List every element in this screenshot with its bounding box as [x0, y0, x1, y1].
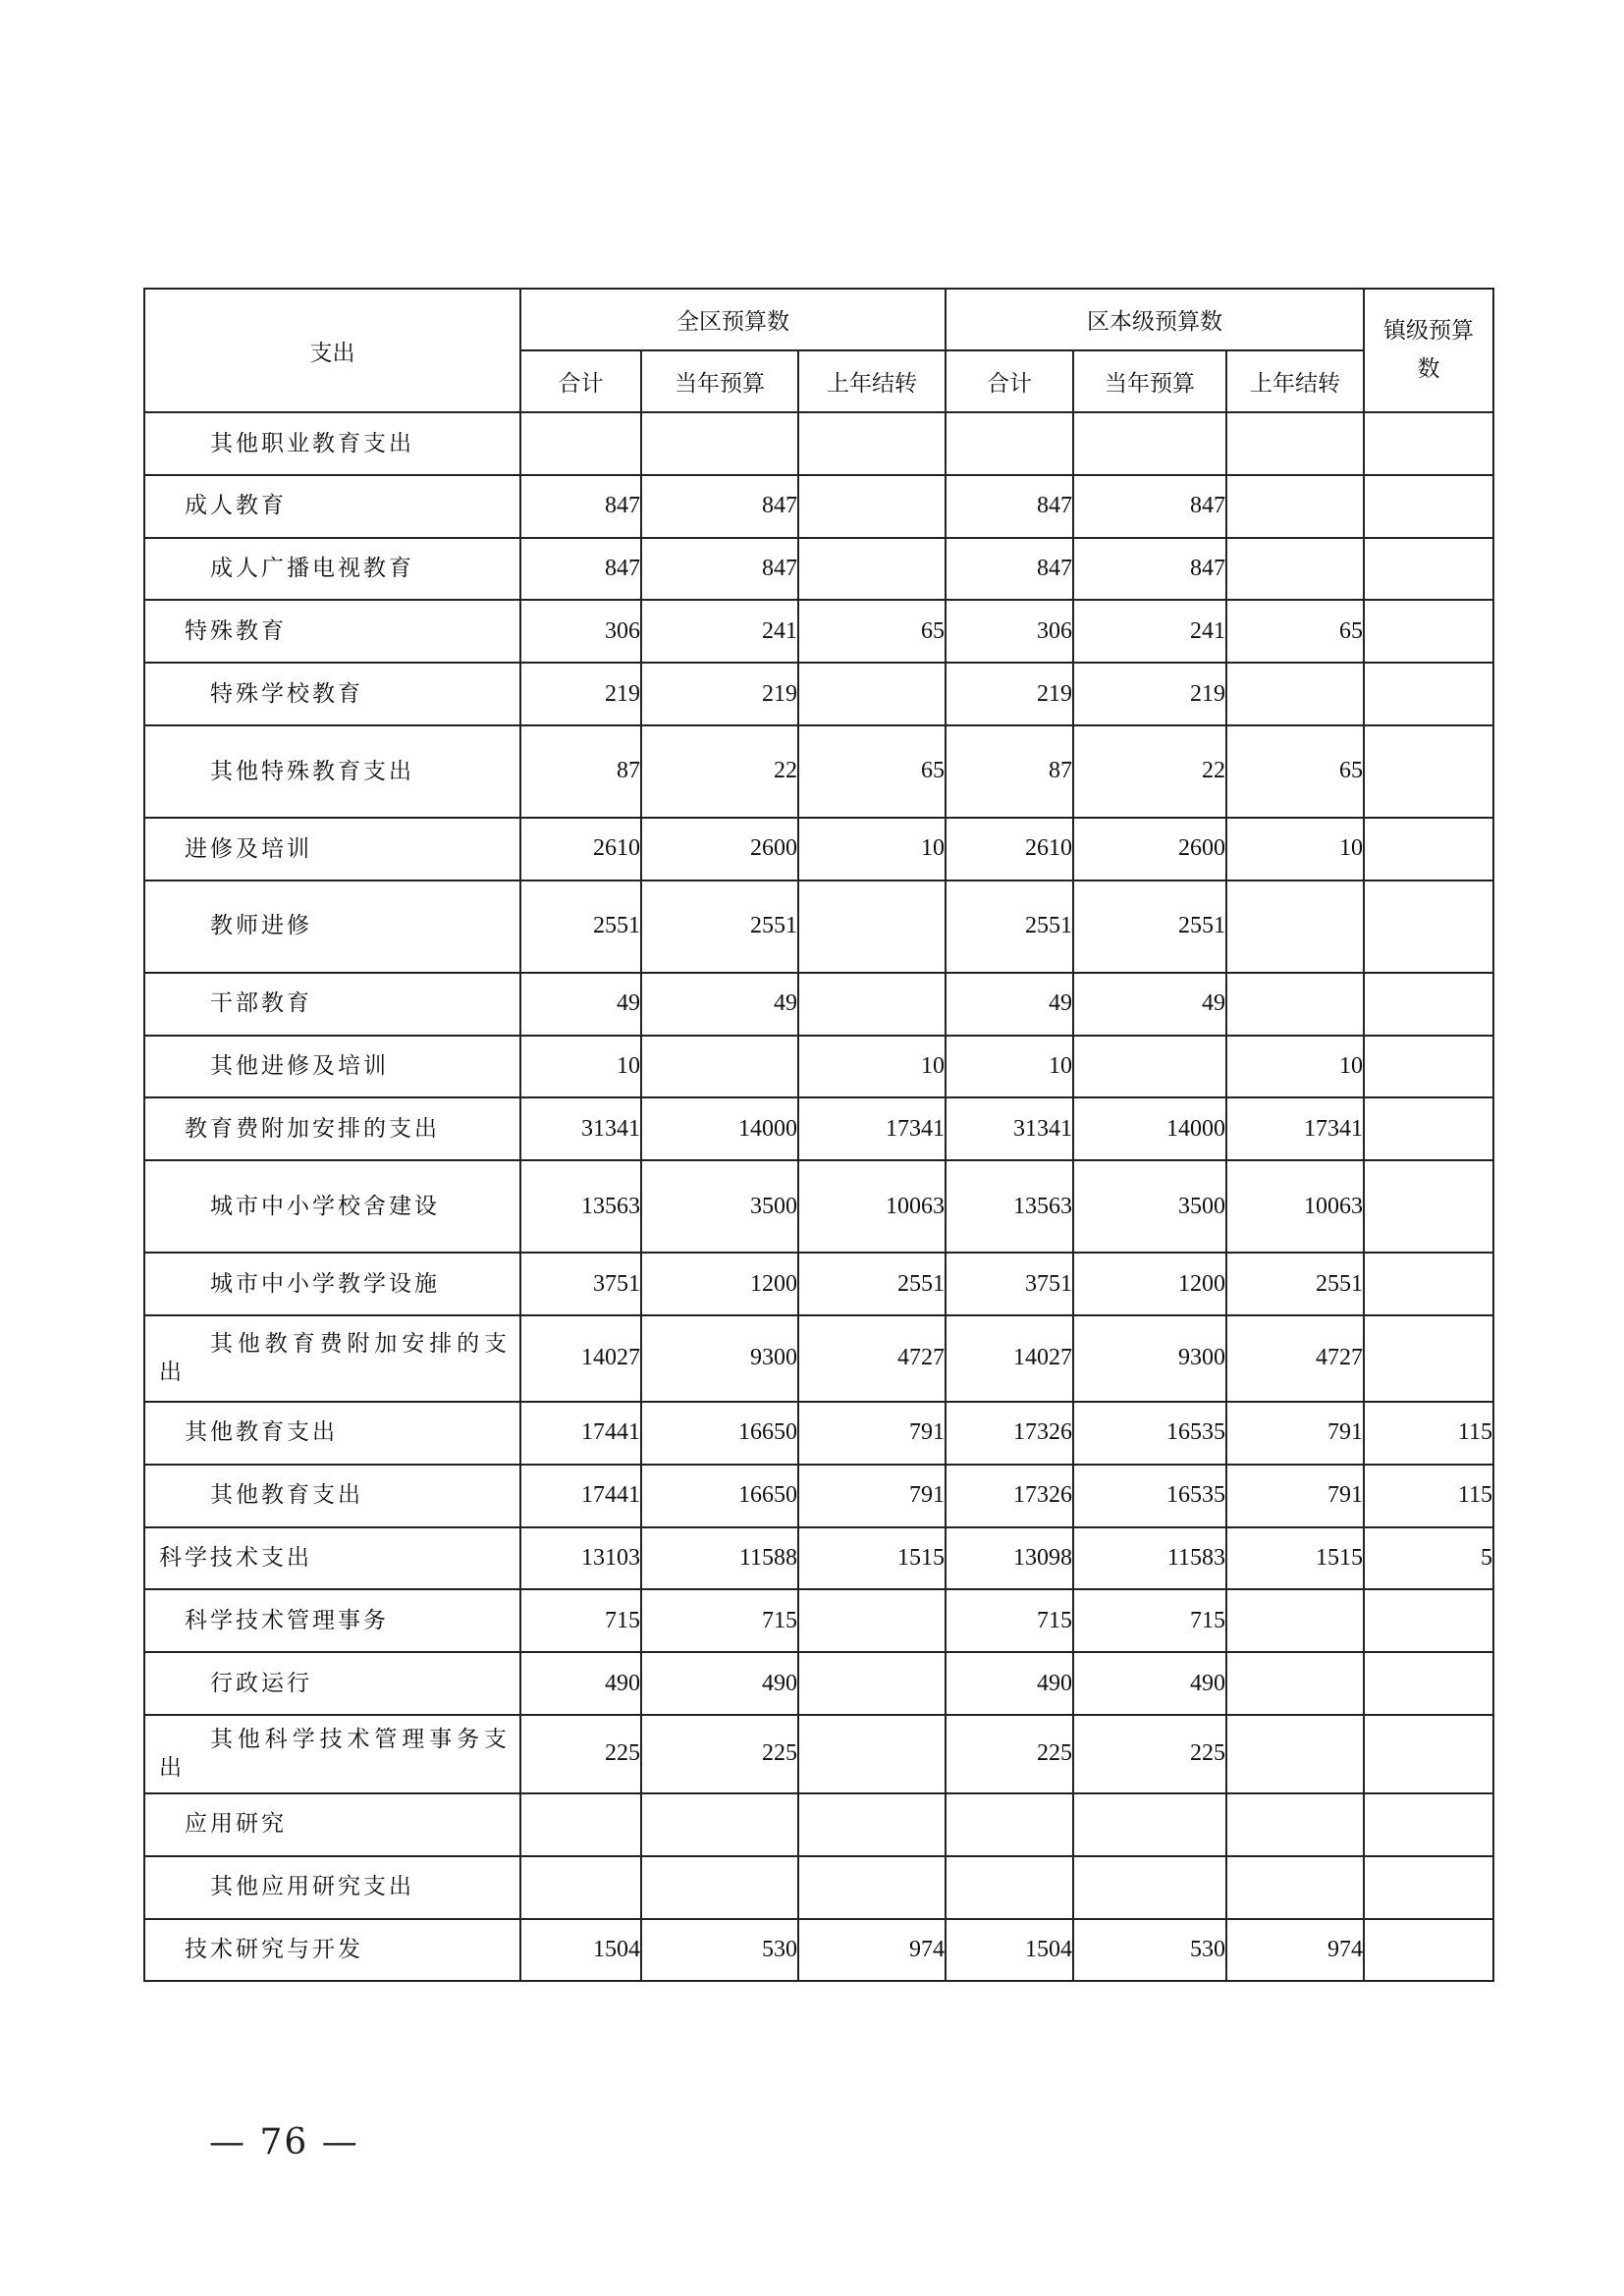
expense-item-cell	[144, 973, 520, 1036]
district-current-cell: 241	[1073, 600, 1226, 663]
all-district-header: 全区预算数	[520, 289, 946, 350]
all-current-cell: 219	[641, 663, 798, 725]
table-row	[144, 1036, 1493, 1098]
expense-item-cell	[144, 881, 520, 973]
town-level-cell: 115	[1364, 1465, 1493, 1527]
town-level-cell	[1364, 1097, 1493, 1160]
all-total-cell: 17441	[520, 1465, 641, 1527]
district-current-cell: 225	[1073, 1715, 1226, 1793]
expense-item-label: 城市中小学教学设施	[210, 1270, 440, 1297]
table-row	[144, 1160, 1493, 1253]
district-current-cell	[1073, 1793, 1226, 1856]
expense-item-label: 教师进修	[210, 913, 312, 939]
expense-item-cell	[144, 663, 520, 725]
table-row	[144, 1856, 1493, 1919]
district-total-cell: 31341	[946, 1097, 1073, 1160]
district-total-header: 合计	[946, 350, 1073, 412]
table-row	[144, 600, 1493, 663]
district-total-cell: 49	[946, 973, 1073, 1036]
all-total-cell: 2551	[520, 881, 641, 973]
all-carryover-cell: 65	[798, 725, 946, 818]
district-carryover-cell: 2551	[1226, 1253, 1364, 1315]
all-carryover-cell: 791	[798, 1402, 946, 1465]
all-current-cell: 530	[641, 1919, 798, 1982]
all-total-cell: 225	[520, 1715, 641, 1793]
all-carryover-cell	[798, 1652, 946, 1715]
table-row	[144, 1715, 1493, 1793]
town-level-cell	[1364, 1253, 1493, 1315]
all-total-cell: 847	[520, 475, 641, 538]
district-total-cell: 10	[946, 1036, 1073, 1098]
all-current-cell	[641, 1036, 798, 1098]
district-carryover-cell	[1226, 538, 1364, 601]
district-total-cell: 306	[946, 600, 1073, 663]
expense-item-label: 成人广播电视教育	[210, 556, 414, 582]
district-total-cell: 219	[946, 663, 1073, 725]
district-current-cell: 22	[1073, 725, 1226, 818]
district-total-cell: 847	[946, 475, 1073, 538]
all-carryover-cell: 65	[798, 600, 946, 663]
table-row	[144, 818, 1493, 881]
table-row	[144, 1315, 1493, 1402]
town-level-cell	[1364, 1856, 1493, 1919]
table-row	[144, 1919, 1493, 1982]
district-carryover-cell: 10	[1226, 1036, 1364, 1098]
table-row	[144, 1793, 1493, 1856]
expense-item-cell	[144, 538, 520, 601]
all-carryover-cell: 10	[798, 1036, 946, 1098]
expense-item-label: 科学技术支出	[159, 1545, 312, 1572]
expense-item-cell	[144, 1253, 520, 1315]
expense-item-cell	[144, 1036, 520, 1098]
all-carryover-cell	[798, 475, 946, 538]
town-level-cell	[1364, 663, 1493, 725]
town-level-header-text: 镇级预算数	[1383, 317, 1475, 382]
all-current-cell: 225	[641, 1715, 798, 1793]
all-carryover-cell: 10	[798, 818, 946, 881]
district-carryover-cell	[1226, 881, 1364, 973]
district-carryover-header: 上年结转	[1226, 350, 1364, 412]
district-total-cell: 225	[946, 1715, 1073, 1793]
all-total-cell: 490	[520, 1652, 641, 1715]
district-current-cell: 847	[1073, 538, 1226, 601]
town-level-header	[1364, 289, 1493, 412]
expense-item-cell	[144, 1715, 520, 1793]
district-current-cell: 2600	[1073, 818, 1226, 881]
district-total-cell	[946, 1856, 1073, 1919]
all-carryover-cell: 4727	[798, 1315, 946, 1402]
district-total-cell: 17326	[946, 1402, 1073, 1465]
district-carryover-cell: 10	[1226, 818, 1364, 881]
all-carryover-cell: 17341	[798, 1097, 946, 1160]
all-current-cell	[641, 1856, 798, 1919]
expense-item-label: 其他科学技术管理事务支出	[159, 1727, 510, 1781]
table-row	[144, 973, 1493, 1036]
district-current-cell: 3500	[1073, 1160, 1226, 1253]
town-level-cell	[1364, 1589, 1493, 1652]
district-total-cell: 490	[946, 1652, 1073, 1715]
all-current-cell: 1200	[641, 1253, 798, 1315]
expense-item-label: 其他教育费附加安排的支出	[159, 1331, 510, 1385]
expense-item-label: 其他应用研究支出	[210, 1874, 414, 1900]
all-total-cell	[520, 412, 641, 475]
district-total-cell: 715	[946, 1589, 1073, 1652]
all-total-cell: 3751	[520, 1253, 641, 1315]
district-current-cell	[1073, 412, 1226, 475]
town-level-cell	[1364, 881, 1493, 973]
district-current-cell: 219	[1073, 663, 1226, 725]
town-level-cell	[1364, 818, 1493, 881]
district-total-cell: 17326	[946, 1465, 1073, 1527]
town-level-cell	[1364, 1160, 1493, 1253]
district-current-cell: 1200	[1073, 1253, 1226, 1315]
all-total-cell: 49	[520, 973, 641, 1036]
district-current-header: 当年预算	[1073, 350, 1226, 412]
all-total-cell: 1504	[520, 1919, 641, 1982]
district-current-cell: 16535	[1073, 1465, 1226, 1527]
all-current-cell: 16650	[641, 1465, 798, 1527]
district-current-cell	[1073, 1856, 1226, 1919]
expense-item-label: 干部教育	[210, 990, 312, 1017]
all-total-cell: 87	[520, 725, 641, 818]
district-carryover-cell	[1226, 973, 1364, 1036]
expense-item-cell	[144, 1589, 520, 1652]
all-carryover-cell	[798, 412, 946, 475]
town-level-cell	[1364, 1919, 1493, 1982]
table-body	[144, 412, 1493, 1981]
district-carryover-cell	[1226, 1856, 1364, 1919]
expense-item-cell	[144, 1652, 520, 1715]
expense-item-cell	[144, 1315, 520, 1402]
town-level-cell	[1364, 1036, 1493, 1098]
expense-item-label: 其他特殊教育支出	[210, 758, 414, 784]
expense-item-label: 教育费附加安排的支出	[185, 1115, 440, 1142]
all-total-cell: 17441	[520, 1402, 641, 1465]
district-total-cell: 847	[946, 538, 1073, 601]
all-current-cell: 3500	[641, 1160, 798, 1253]
all-current-cell: 715	[641, 1589, 798, 1652]
all-total-cell: 306	[520, 600, 641, 663]
all-total-cell: 13103	[520, 1527, 641, 1590]
all-carryover-cell: 1515	[798, 1527, 946, 1590]
town-level-cell	[1364, 1652, 1493, 1715]
table-row	[144, 538, 1493, 601]
town-level-cell	[1364, 412, 1493, 475]
expense-item-cell	[144, 1793, 520, 1856]
all-carryover-cell: 10063	[798, 1160, 946, 1253]
expense-item-label: 其他进修及培训	[210, 1053, 389, 1080]
town-level-cell	[1364, 1315, 1493, 1402]
table-row	[144, 1652, 1493, 1715]
all-total-cell: 219	[520, 663, 641, 725]
expense-item-cell	[144, 818, 520, 881]
expense-item-label: 特殊教育	[185, 617, 287, 644]
expense-header: 支出	[144, 289, 520, 412]
page-number: — 76 —	[209, 2122, 359, 2163]
district-current-cell: 2551	[1073, 881, 1226, 973]
table-row	[144, 725, 1493, 818]
all-current-cell	[641, 1793, 798, 1856]
expense-item-label: 科学技术管理事务	[185, 1607, 389, 1633]
all-carryover-cell: 974	[798, 1919, 946, 1982]
all-total-cell: 2610	[520, 818, 641, 881]
table-row	[144, 1465, 1493, 1527]
header-row-1	[144, 289, 1493, 350]
district-carryover-cell	[1226, 1715, 1364, 1793]
district-total-cell: 13563	[946, 1160, 1073, 1253]
town-level-cell	[1364, 1715, 1493, 1793]
all-total-header: 合计	[520, 350, 641, 412]
table-row	[144, 663, 1493, 725]
district-current-cell: 9300	[1073, 1315, 1226, 1402]
all-current-header: 当年预算	[641, 350, 798, 412]
table-row	[144, 412, 1493, 475]
all-total-cell: 31341	[520, 1097, 641, 1160]
all-carryover-cell	[798, 1793, 946, 1856]
district-total-cell: 2610	[946, 818, 1073, 881]
expense-item-cell	[144, 412, 520, 475]
expense-item-label: 城市中小学校舍建设	[210, 1193, 440, 1219]
district-current-cell: 16535	[1073, 1402, 1226, 1465]
district-total-cell: 14027	[946, 1315, 1073, 1402]
all-carryover-cell: 791	[798, 1465, 946, 1527]
town-level-cell: 5	[1364, 1527, 1493, 1590]
expense-item-cell	[144, 1856, 520, 1919]
district-carryover-cell: 65	[1226, 725, 1364, 818]
table-row	[144, 1589, 1493, 1652]
district-carryover-cell: 791	[1226, 1402, 1364, 1465]
district-carryover-cell	[1226, 475, 1364, 538]
all-total-cell: 847	[520, 538, 641, 601]
table-row	[144, 1097, 1493, 1160]
expense-item-label: 其他职业教育支出	[210, 430, 414, 456]
district-carryover-cell	[1226, 1652, 1364, 1715]
district-current-cell: 49	[1073, 973, 1226, 1036]
all-carryover-cell	[798, 1715, 946, 1793]
district-carryover-cell: 1515	[1226, 1527, 1364, 1590]
expense-item-cell	[144, 1919, 520, 1982]
district-current-cell: 14000	[1073, 1097, 1226, 1160]
expense-item-cell	[144, 1402, 520, 1465]
all-current-cell: 16650	[641, 1402, 798, 1465]
district-total-cell: 3751	[946, 1253, 1073, 1315]
all-current-cell: 2551	[641, 881, 798, 973]
expense-item-label: 其他教育支出	[185, 1419, 338, 1446]
town-level-cell	[1364, 600, 1493, 663]
all-current-cell: 9300	[641, 1315, 798, 1402]
town-level-cell	[1364, 725, 1493, 818]
all-total-cell: 715	[520, 1589, 641, 1652]
all-carryover-cell	[798, 973, 946, 1036]
all-total-cell	[520, 1793, 641, 1856]
table-row	[144, 1402, 1493, 1465]
expense-item-label: 行政运行	[210, 1670, 312, 1696]
all-current-cell: 2600	[641, 818, 798, 881]
expense-item-cell	[144, 1527, 520, 1590]
district-level-header: 区本级预算数	[946, 289, 1364, 350]
expense-item-cell	[144, 1160, 520, 1253]
all-current-cell: 490	[641, 1652, 798, 1715]
district-carryover-cell	[1226, 412, 1364, 475]
district-current-cell: 11583	[1073, 1527, 1226, 1590]
all-current-cell: 49	[641, 973, 798, 1036]
district-total-cell	[946, 1793, 1073, 1856]
all-current-cell: 11588	[641, 1527, 798, 1590]
district-carryover-cell: 10063	[1226, 1160, 1364, 1253]
expense-item-label: 其他教育支出	[210, 1482, 363, 1509]
all-carryover-cell	[798, 1856, 946, 1919]
all-carryover-cell	[798, 663, 946, 725]
town-level-cell	[1364, 538, 1493, 601]
table-row	[144, 1527, 1493, 1590]
table-row	[144, 475, 1493, 538]
district-carryover-cell: 974	[1226, 1919, 1364, 1982]
district-current-cell: 847	[1073, 475, 1226, 538]
all-carryover-header: 上年结转	[798, 350, 946, 412]
town-level-cell	[1364, 475, 1493, 538]
town-level-cell	[1364, 973, 1493, 1036]
district-carryover-cell: 4727	[1226, 1315, 1364, 1402]
all-current-cell: 241	[641, 600, 798, 663]
district-total-cell	[946, 412, 1073, 475]
expense-item-cell	[144, 600, 520, 663]
all-carryover-cell	[798, 881, 946, 973]
district-total-cell: 2551	[946, 881, 1073, 973]
district-total-cell: 13098	[946, 1527, 1073, 1590]
district-current-cell: 530	[1073, 1919, 1226, 1982]
district-carryover-cell: 65	[1226, 600, 1364, 663]
table-row	[144, 881, 1493, 973]
town-level-cell: 115	[1364, 1402, 1493, 1465]
district-current-cell: 490	[1073, 1652, 1226, 1715]
all-current-cell: 847	[641, 475, 798, 538]
expense-item-cell	[144, 1097, 520, 1160]
expense-item-cell	[144, 725, 520, 818]
expense-item-label: 进修及培训	[185, 835, 312, 862]
expense-item-label: 特殊学校教育	[210, 680, 363, 707]
expense-item-cell	[144, 475, 520, 538]
expense-item-label: 成人教育	[185, 493, 287, 519]
district-carryover-cell: 791	[1226, 1465, 1364, 1527]
all-current-cell: 22	[641, 725, 798, 818]
all-carryover-cell	[798, 538, 946, 601]
all-total-cell: 10	[520, 1036, 641, 1098]
expense-item-label: 技术研究与开发	[185, 1937, 363, 1963]
all-total-cell: 14027	[520, 1315, 641, 1402]
all-current-cell: 847	[641, 538, 798, 601]
all-current-cell	[641, 412, 798, 475]
budget-table	[143, 288, 1494, 1982]
district-current-cell	[1073, 1036, 1226, 1098]
district-carryover-cell	[1226, 1589, 1364, 1652]
all-carryover-cell	[798, 1589, 946, 1652]
district-carryover-cell: 17341	[1226, 1097, 1364, 1160]
all-total-cell	[520, 1856, 641, 1919]
table-row	[144, 1253, 1493, 1315]
expense-item-cell	[144, 1465, 520, 1527]
district-total-cell: 1504	[946, 1919, 1073, 1982]
district-carryover-cell	[1226, 663, 1364, 725]
district-total-cell: 87	[946, 725, 1073, 818]
all-total-cell: 13563	[520, 1160, 641, 1253]
district-carryover-cell	[1226, 1793, 1364, 1856]
district-current-cell: 715	[1073, 1589, 1226, 1652]
all-current-cell: 14000	[641, 1097, 798, 1160]
town-level-cell	[1364, 1793, 1493, 1856]
expense-item-label: 应用研究	[185, 1811, 287, 1838]
all-carryover-cell: 2551	[798, 1253, 946, 1315]
